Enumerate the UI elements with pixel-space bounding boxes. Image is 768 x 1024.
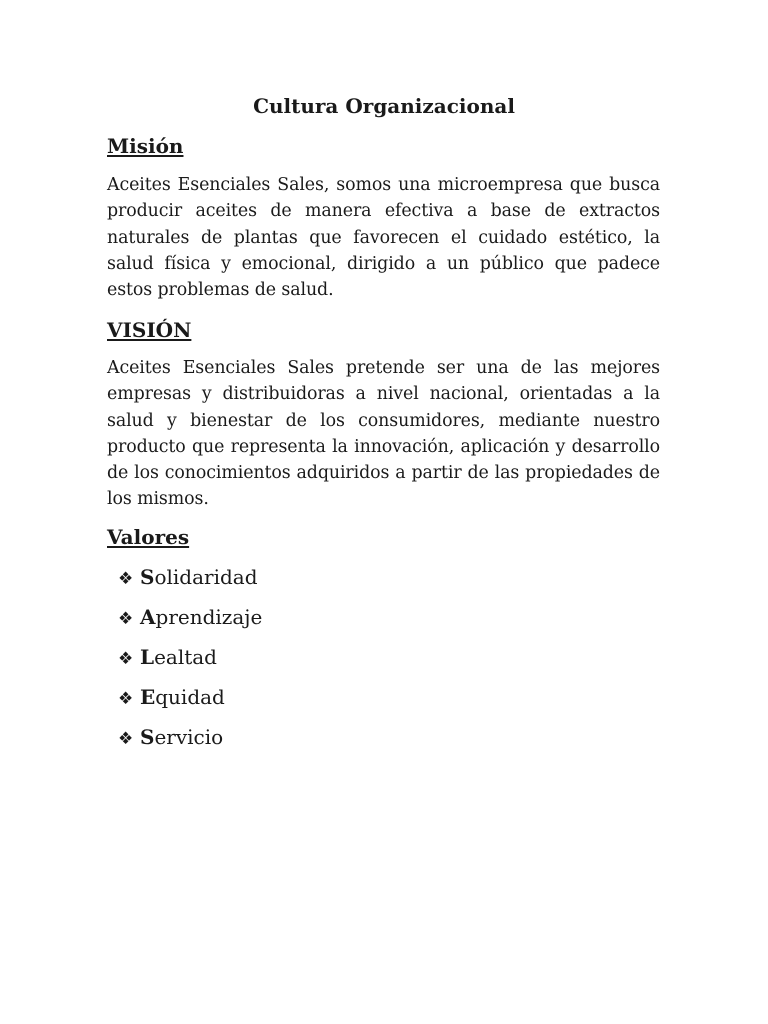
document-title: Cultura Organizacional (253, 94, 515, 118)
value-initial: L (140, 645, 155, 669)
value-item-aprendizaje (118, 602, 262, 642)
values-heading: Valores (107, 525, 190, 549)
diamond-bullet-icon: ❖ (118, 689, 134, 709)
value-text: olidaridad (154, 565, 258, 589)
value-text: quidad (155, 685, 225, 709)
diamond-bullet-icon: ❖ (118, 609, 134, 629)
vision-heading: VISIÓN (107, 318, 192, 342)
mission-paragraph: Aceites Esenciales Sales, somos una microempresa que busca producir aceites de manera efectiva a base de extractos naturales de plantas que favorecen el cuidado estético, la salud física y emocional, dirigido a un público que padece estos problemas de salud. (107, 175, 660, 301)
value-item-servicio (118, 722, 262, 762)
values-list (118, 562, 262, 762)
value-item-solidaridad (118, 562, 262, 602)
value-text: prendizaje (155, 605, 263, 629)
value-initial: E (140, 685, 156, 709)
vision-paragraph: Aceites Esenciales Sales pretende ser una de las mejores empresas y distribuidoras a nivel nacional, orientadas a la salud y bienestar de los consumidores, mediante nuestro producto que representa la innovación, aplicación y desarrollo de los conocimientos adquiridos a partir de las propiedades de los mismos. (107, 358, 660, 510)
value-initial: S (140, 725, 155, 749)
diamond-bullet-icon: ❖ (118, 649, 134, 669)
value-item-lealtad (118, 642, 262, 682)
mission-heading: Misión (107, 134, 184, 158)
value-initial: S (140, 565, 155, 589)
diamond-bullet-icon: ❖ (118, 729, 134, 749)
diamond-bullet-icon: ❖ (118, 569, 134, 589)
value-item-equidad (118, 682, 262, 722)
value-text: ervicio (154, 725, 224, 749)
value-initial: A (140, 605, 156, 629)
value-text: ealtad (154, 645, 217, 669)
